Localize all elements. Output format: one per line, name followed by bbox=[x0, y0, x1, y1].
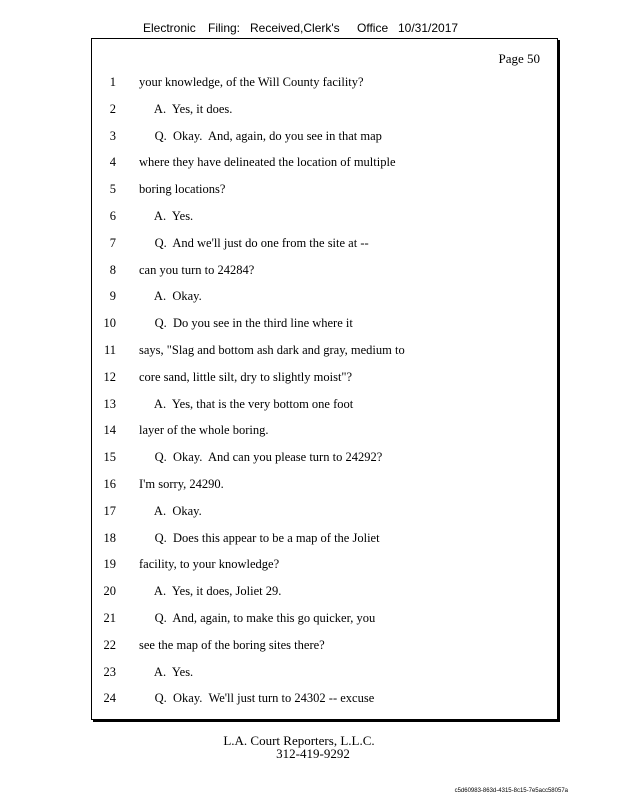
line-number: 19 bbox=[103, 557, 116, 572]
transcript-line bbox=[92, 477, 557, 495]
transcript-line bbox=[92, 504, 557, 522]
transcript-line bbox=[92, 236, 557, 254]
line-number: 8 bbox=[109, 262, 116, 277]
line-number: 24 bbox=[103, 691, 116, 706]
line-text: your knowledge, of the Will County facility? bbox=[139, 75, 364, 89]
transcript-line bbox=[92, 182, 557, 200]
line-number: 5 bbox=[109, 182, 116, 197]
line-number: 22 bbox=[103, 637, 116, 652]
transcript-line bbox=[92, 370, 557, 388]
line-text: A. Yes, it does, Joliet 29. bbox=[139, 584, 282, 599]
line-number: 13 bbox=[103, 396, 116, 411]
reporter-phone: 312-419-9292 bbox=[276, 746, 350, 761]
line-number: 18 bbox=[103, 530, 116, 545]
line-number: 20 bbox=[103, 584, 116, 599]
transcript-line bbox=[92, 397, 557, 415]
line-number: 9 bbox=[109, 289, 116, 304]
transcript-line bbox=[92, 423, 557, 441]
transcript-line bbox=[92, 557, 557, 575]
line-text: A. Yes. bbox=[139, 209, 194, 223]
transcript-line bbox=[92, 450, 557, 468]
transcript-line bbox=[92, 209, 557, 227]
header-office: Office bbox=[357, 21, 389, 35]
line-number: 21 bbox=[103, 611, 116, 625]
line-text: A. Yes. bbox=[139, 664, 194, 679]
transcript-line bbox=[92, 611, 557, 629]
transcript-line bbox=[92, 584, 557, 602]
transcript-line bbox=[92, 263, 557, 281]
reporter-company: L.A. Court Reporters, L.L.C. bbox=[223, 733, 375, 748]
transcript-line bbox=[92, 665, 557, 683]
line-text: Q. Do you see in the third line where it bbox=[139, 316, 353, 331]
line-number: 7 bbox=[109, 235, 116, 250]
header-electronic: Electronic bbox=[143, 21, 196, 35]
line-number: 1 bbox=[109, 75, 116, 89]
transcript-line bbox=[92, 155, 557, 173]
line-text: A. Okay. bbox=[139, 503, 202, 518]
header-received: Received,Clerk's bbox=[250, 21, 340, 35]
transcript-line bbox=[92, 638, 557, 656]
line-text: Q. And, again, to make this go quicker, you bbox=[139, 611, 376, 625]
line-text: A. Okay. bbox=[139, 289, 202, 304]
document-id: c5d60983-863d-4315-8c15-7e5acc58057a bbox=[454, 788, 568, 794]
line-number: 17 bbox=[103, 503, 116, 518]
transcript-line bbox=[92, 129, 557, 147]
line-number: 11 bbox=[103, 343, 116, 357]
line-number: 4 bbox=[109, 155, 116, 170]
line-text: I'm sorry, 24290. bbox=[139, 477, 224, 491]
line-text: can you turn to 24284? bbox=[139, 262, 255, 277]
line-text: Q. Okay. And, again, do you see in that map bbox=[139, 128, 382, 143]
line-text: A. Yes, it does. bbox=[139, 101, 233, 116]
line-number: 12 bbox=[103, 369, 116, 384]
line-text: Q. And we'll just do one from the site at -- bbox=[139, 235, 369, 250]
transcript-line bbox=[92, 343, 557, 361]
line-text: see the map of the boring sites there? bbox=[139, 637, 325, 652]
line-text: boring locations? bbox=[139, 182, 226, 197]
line-text: Q. Okay. We'll just turn to 24302 -- excuse bbox=[139, 691, 375, 706]
line-number: 16 bbox=[103, 477, 116, 491]
transcript-line bbox=[92, 691, 557, 709]
line-number: 10 bbox=[103, 316, 116, 331]
transcript-line bbox=[92, 531, 557, 549]
line-text: says, "Slag and bottom ash dark and gray, medium to bbox=[139, 343, 405, 357]
line-number: 6 bbox=[109, 209, 116, 223]
transcript-line bbox=[92, 102, 557, 120]
line-text: where they have delineated the location of multiple bbox=[139, 155, 396, 170]
line-text: facility, to your knowledge? bbox=[139, 557, 280, 572]
line-text: core sand, little silt, dry to slightly moist"? bbox=[139, 369, 353, 384]
filing-stamp-header bbox=[0, 21, 618, 37]
header-date: 10/31/2017 bbox=[398, 21, 459, 35]
line-number: 2 bbox=[109, 101, 116, 116]
line-number: 15 bbox=[103, 450, 116, 465]
transcript-line bbox=[92, 75, 557, 93]
line-text: Q. Does this appear to be a map of the Joliet bbox=[139, 530, 380, 545]
transcript-line bbox=[92, 289, 557, 307]
page-number: Page 50 bbox=[498, 51, 540, 66]
line-text: Q. Okay. And can you please turn to 24292? bbox=[139, 450, 383, 465]
line-text: A. Yes, that is the very bottom one foot bbox=[139, 396, 354, 411]
line-number: 23 bbox=[103, 664, 116, 679]
line-number: 3 bbox=[109, 128, 116, 143]
line-text: layer of the whole boring. bbox=[139, 423, 269, 438]
transcript-line bbox=[92, 316, 557, 334]
transcript-page bbox=[91, 38, 558, 720]
header-filing: Filing: bbox=[208, 21, 241, 35]
line-number: 14 bbox=[103, 423, 116, 438]
